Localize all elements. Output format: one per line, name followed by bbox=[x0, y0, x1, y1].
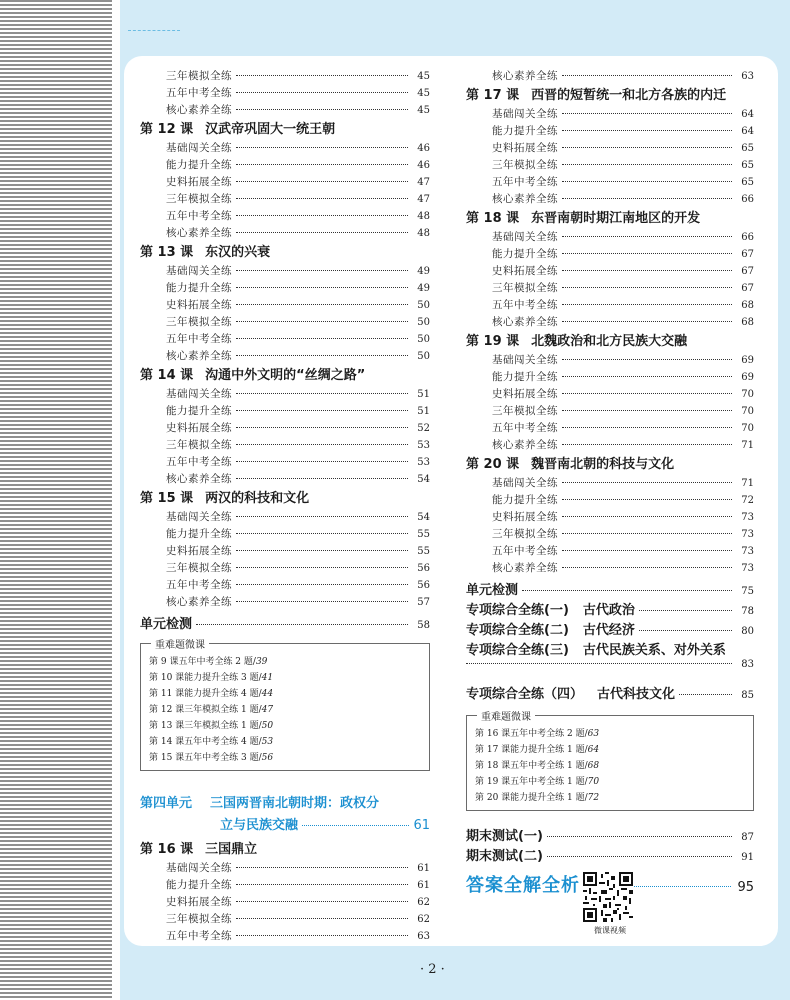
row-label: 五年中考全练 bbox=[492, 299, 558, 311]
toc-row[interactable] bbox=[466, 437, 754, 454]
row-label: 五年中考全练 bbox=[166, 579, 232, 591]
lesson-number: 第 17 课 bbox=[466, 88, 520, 103]
special-subtitle: 古代政治 bbox=[582, 603, 635, 618]
unit-test-page: 58 bbox=[417, 620, 430, 631]
lesson-title: 沟通中外文明的“丝绸之路” bbox=[205, 368, 366, 383]
row-label: 核心素养全练 bbox=[492, 316, 558, 328]
toc-row[interactable] bbox=[466, 526, 754, 543]
row-page: 61 bbox=[417, 863, 430, 874]
toc-row[interactable] bbox=[140, 102, 430, 119]
row-label: 能力提升全练 bbox=[492, 371, 558, 383]
row-label: 基础闯关全练 bbox=[166, 511, 232, 523]
row-page: 70 bbox=[741, 389, 754, 400]
row-page: 49 bbox=[417, 266, 430, 277]
toc-row[interactable] bbox=[140, 911, 430, 928]
row-page: 72 bbox=[741, 495, 754, 506]
row-label: 能力提升全练 bbox=[166, 405, 232, 417]
toc-row[interactable] bbox=[140, 348, 430, 365]
final-exam-label: 期末测试(二) bbox=[466, 849, 543, 864]
row-page: 70 bbox=[741, 406, 754, 417]
toc-row[interactable] bbox=[140, 263, 430, 280]
row-label: 核心素养全练 bbox=[166, 473, 232, 485]
toc-row[interactable] bbox=[140, 526, 430, 543]
toc-row[interactable] bbox=[466, 174, 754, 191]
qr-code-icon[interactable] bbox=[583, 872, 633, 922]
special-subtitle: 古代经济 bbox=[582, 623, 635, 638]
row-label: 核心素养全练 bbox=[166, 227, 232, 239]
toc-row[interactable] bbox=[466, 123, 754, 140]
unit-test-page: 75 bbox=[741, 586, 754, 597]
row-label: 基础闯关全练 bbox=[492, 108, 558, 120]
toc-row[interactable] bbox=[466, 403, 754, 420]
row-page: 46 bbox=[417, 143, 430, 154]
toc-row[interactable] bbox=[466, 280, 754, 297]
row-label: 三年模拟全练 bbox=[166, 913, 232, 925]
toc-row[interactable] bbox=[140, 297, 430, 314]
row-label: 史料拓展全练 bbox=[166, 299, 232, 311]
lesson-title: 西晋的短暂统一和北方各族的内迁 bbox=[531, 88, 727, 103]
row-label: 能力提升全练 bbox=[492, 494, 558, 506]
lesson-number: 第 16 课 bbox=[140, 842, 194, 857]
unit-test-label: 单元检测 bbox=[140, 617, 193, 632]
top-dashed-line bbox=[128, 30, 180, 31]
row-label: 史料拓展全练 bbox=[492, 511, 558, 523]
micro-lesson-item[interactable]: 第 20 课能力提升全练 1 题/72 bbox=[475, 793, 600, 803]
lesson-title: 北魏政治和北方民族大交融 bbox=[531, 334, 688, 349]
row-label: 基础闯关全练 bbox=[492, 231, 558, 243]
row-label: 基础闯关全练 bbox=[166, 388, 232, 400]
micro-lesson-box bbox=[466, 712, 754, 811]
special-label: 专项综合全练(二) bbox=[466, 623, 569, 638]
row-page: 66 bbox=[741, 194, 754, 205]
micro-lesson-item[interactable]: 第 10 课能力提升全练 3 题/41 bbox=[149, 673, 274, 683]
row-label: 五年中考全练 bbox=[166, 930, 232, 942]
special-page: 85 bbox=[741, 690, 754, 701]
final-exam-row[interactable] bbox=[466, 825, 754, 845]
lesson-heading[interactable] bbox=[466, 208, 754, 229]
row-label: 核心素养全练 bbox=[492, 562, 558, 574]
special-label: 专项综合全练(三) bbox=[466, 643, 569, 658]
row-label: 史料拓展全练 bbox=[166, 422, 232, 434]
row-label: 核心素养全练 bbox=[492, 70, 558, 82]
row-label: 能力提升全练 bbox=[166, 528, 232, 540]
toc-row[interactable] bbox=[140, 577, 430, 594]
toc-row[interactable] bbox=[466, 560, 754, 577]
row-page: 71 bbox=[741, 478, 754, 489]
toc-row[interactable] bbox=[140, 454, 430, 471]
micro-lesson-item[interactable]: 第 17 课能力提升全练 1 题/64 bbox=[475, 745, 600, 755]
row-page: 65 bbox=[741, 160, 754, 171]
row-label: 能力提升全练 bbox=[492, 248, 558, 260]
micro-lesson-item[interactable]: 第 14 课五年中考全练 4 题/53 bbox=[149, 737, 274, 747]
row-label: 基础闯关全练 bbox=[492, 477, 558, 489]
row-label: 三年模拟全练 bbox=[492, 405, 558, 417]
micro-lesson-item[interactable]: 第 19 课五年中考全练 1 题/70 bbox=[475, 777, 600, 787]
row-page: 64 bbox=[741, 109, 754, 120]
striped-spine bbox=[0, 0, 112, 1000]
row-label: 三年模拟全练 bbox=[166, 562, 232, 574]
toc-row[interactable] bbox=[466, 352, 754, 369]
row-page: 67 bbox=[741, 266, 754, 277]
row-label: 五年中考全练 bbox=[492, 422, 558, 434]
toc-row[interactable] bbox=[466, 297, 754, 314]
row-page: 47 bbox=[417, 177, 430, 188]
lesson-heading[interactable] bbox=[140, 242, 430, 263]
row-label: 史料拓展全练 bbox=[166, 176, 232, 188]
toc-row[interactable] bbox=[466, 157, 754, 174]
toc-row[interactable] bbox=[140, 509, 430, 526]
row-page: 50 bbox=[417, 334, 430, 345]
lesson-title: 东汉的兴衰 bbox=[205, 245, 271, 260]
row-page: 67 bbox=[741, 249, 754, 260]
row-page: 49 bbox=[417, 283, 430, 294]
unit-page: 61 bbox=[413, 818, 430, 833]
lesson-title: 三国鼎立 bbox=[205, 842, 258, 857]
lesson-number: 第 12 课 bbox=[140, 122, 194, 137]
lesson-title: 两汉的科技和文化 bbox=[205, 491, 310, 506]
row-page: 52 bbox=[417, 423, 430, 434]
lesson-title: 汉武帝巩固大一统王朝 bbox=[205, 122, 336, 137]
toc-row[interactable] bbox=[466, 68, 754, 85]
toc-row[interactable] bbox=[140, 928, 430, 945]
lesson-heading[interactable] bbox=[140, 365, 430, 386]
toc-row[interactable] bbox=[466, 263, 754, 280]
row-page: 73 bbox=[741, 563, 754, 574]
micro-lesson-item[interactable]: 第 11 课能力提升全练 4 题/44 bbox=[149, 689, 274, 699]
row-page: 68 bbox=[741, 317, 754, 328]
row-page: 69 bbox=[741, 372, 754, 383]
unit-test-row[interactable] bbox=[466, 579, 754, 599]
toc-row[interactable] bbox=[140, 894, 430, 911]
final-exam-row[interactable] bbox=[466, 845, 754, 865]
toc-row[interactable] bbox=[466, 492, 754, 509]
row-page: 61 bbox=[417, 880, 430, 891]
special-practice-row[interactable] bbox=[466, 639, 754, 679]
page-number: · 2 · bbox=[420, 962, 445, 977]
row-label: 核心素养全练 bbox=[492, 193, 558, 205]
row-page: 57 bbox=[417, 597, 430, 608]
right-column bbox=[466, 68, 754, 897]
row-label: 五年中考全练 bbox=[166, 210, 232, 222]
unit-title-line1: 三国两晋南北朝时期：政权分 bbox=[210, 796, 380, 811]
micro-lesson-item[interactable]: 第 18 课五年中考全练 1 题/68 bbox=[475, 761, 600, 771]
micro-lesson-item[interactable]: 第 15 课五年中考全练 3 题/56 bbox=[149, 753, 274, 763]
special-label: 专项综合全练(一) bbox=[466, 603, 569, 618]
toc-row[interactable] bbox=[466, 106, 754, 123]
lesson-heading[interactable] bbox=[466, 331, 754, 352]
row-page: 50 bbox=[417, 317, 430, 328]
final-exam-page: 91 bbox=[741, 852, 754, 863]
row-page: 45 bbox=[417, 88, 430, 99]
toc-row[interactable] bbox=[140, 386, 430, 403]
lesson-title: 魏晋南北朝的科技与文化 bbox=[531, 457, 675, 472]
row-label: 五年中考全练 bbox=[166, 456, 232, 468]
toc-row[interactable] bbox=[466, 246, 754, 263]
row-page: 55 bbox=[417, 546, 430, 557]
row-label: 五年中考全练 bbox=[492, 176, 558, 188]
row-label: 三年模拟全练 bbox=[166, 439, 232, 451]
row-page: 51 bbox=[417, 406, 430, 417]
unit-label: 第四单元 bbox=[140, 796, 193, 811]
row-page: 55 bbox=[417, 529, 430, 540]
toc-row[interactable] bbox=[140, 85, 430, 102]
row-page: 54 bbox=[417, 474, 430, 485]
toc-row[interactable] bbox=[466, 229, 754, 246]
lesson-title: 东晋南朝时期江南地区的开发 bbox=[531, 211, 701, 226]
toc-row[interactable] bbox=[140, 174, 430, 191]
toc-row[interactable] bbox=[466, 509, 754, 526]
row-label: 三年模拟全练 bbox=[166, 316, 232, 328]
row-label: 三年模拟全练 bbox=[166, 70, 232, 82]
row-label: 基础闯关全练 bbox=[492, 354, 558, 366]
toc-row[interactable] bbox=[140, 437, 430, 454]
row-page: 62 bbox=[417, 914, 430, 925]
toc-row[interactable] bbox=[140, 860, 430, 877]
unit-test-row[interactable] bbox=[140, 613, 430, 633]
row-page: 53 bbox=[417, 457, 430, 468]
toc-row[interactable] bbox=[140, 403, 430, 420]
lesson-number: 第 15 课 bbox=[140, 491, 194, 506]
row-page: 54 bbox=[417, 512, 430, 523]
row-page: 71 bbox=[741, 440, 754, 451]
toc-row[interactable] bbox=[140, 420, 430, 437]
unit-title-line2: 立与民族交融 bbox=[220, 818, 299, 833]
row-label: 核心素养全练 bbox=[166, 350, 232, 362]
row-page: 45 bbox=[417, 71, 430, 82]
row-label: 史料拓展全练 bbox=[492, 142, 558, 154]
left-column bbox=[140, 68, 430, 945]
special-page: 83 bbox=[741, 659, 754, 670]
unit-test-label: 单元检测 bbox=[466, 583, 519, 598]
lesson-heading[interactable] bbox=[466, 85, 754, 106]
toc-row[interactable] bbox=[466, 475, 754, 492]
qr-caption: 微课视频 bbox=[594, 926, 626, 935]
toc-row[interactable] bbox=[466, 140, 754, 157]
row-page: 56 bbox=[417, 563, 430, 574]
toc-row[interactable] bbox=[140, 208, 430, 225]
row-label: 基础闯关全练 bbox=[166, 265, 232, 277]
special-page: 78 bbox=[741, 606, 754, 617]
row-label: 三年模拟全练 bbox=[492, 528, 558, 540]
lesson-number: 第 19 课 bbox=[466, 334, 520, 349]
micro-lesson-item[interactable]: 第 13 课三年模拟全练 1 题/50 bbox=[149, 721, 274, 731]
row-label: 五年中考全练 bbox=[492, 545, 558, 557]
row-label: 核心素养全练 bbox=[492, 439, 558, 451]
row-label: 三年模拟全练 bbox=[492, 282, 558, 294]
row-label: 基础闯关全练 bbox=[166, 862, 232, 874]
row-label: 基础闯关全练 bbox=[166, 142, 232, 154]
lesson-number: 第 13 课 bbox=[140, 245, 194, 260]
lesson-heading[interactable] bbox=[140, 119, 430, 140]
toc-row[interactable] bbox=[466, 191, 754, 208]
row-page: 66 bbox=[741, 232, 754, 243]
row-label: 能力提升全练 bbox=[166, 879, 232, 891]
special-page: 80 bbox=[741, 626, 754, 637]
toc-row[interactable] bbox=[466, 420, 754, 437]
final-exam-page: 87 bbox=[741, 832, 754, 843]
row-label: 史料拓展全练 bbox=[166, 545, 232, 557]
row-page: 73 bbox=[741, 546, 754, 557]
row-label: 核心素养全练 bbox=[166, 596, 232, 608]
special-label: 专项综合全练（四） bbox=[466, 687, 584, 702]
toc-row[interactable] bbox=[140, 140, 430, 157]
toc-row[interactable] bbox=[466, 369, 754, 386]
special-practice-row[interactable] bbox=[466, 619, 754, 639]
toc-row[interactable] bbox=[466, 386, 754, 403]
toc-row[interactable] bbox=[140, 471, 430, 488]
row-page: 70 bbox=[741, 423, 754, 434]
toc-row[interactable] bbox=[140, 331, 430, 348]
row-label: 能力提升全练 bbox=[492, 125, 558, 137]
row-page: 63 bbox=[417, 931, 430, 942]
row-page: 46 bbox=[417, 160, 430, 171]
row-page: 63 bbox=[741, 71, 754, 82]
toc-row[interactable] bbox=[140, 314, 430, 331]
row-page: 56 bbox=[417, 580, 430, 591]
toc-row[interactable] bbox=[140, 225, 430, 242]
lesson-heading[interactable] bbox=[140, 488, 430, 509]
special-practice-row[interactable] bbox=[466, 683, 754, 703]
row-page: 69 bbox=[741, 355, 754, 366]
row-page: 48 bbox=[417, 228, 430, 239]
row-label: 三年模拟全练 bbox=[166, 193, 232, 205]
row-page: 62 bbox=[417, 897, 430, 908]
left-top-rows bbox=[140, 68, 430, 119]
row-page: 73 bbox=[741, 512, 754, 523]
row-label: 核心素养全练 bbox=[166, 104, 232, 116]
toc-row[interactable] bbox=[140, 877, 430, 894]
special-subtitle: 古代民族关系、对外关系 bbox=[582, 643, 726, 658]
row-page: 51 bbox=[417, 389, 430, 400]
row-page: 73 bbox=[741, 529, 754, 540]
special-practice-row[interactable] bbox=[466, 599, 754, 619]
final-exam-label: 期末测试(一) bbox=[466, 829, 543, 844]
micro-lesson-item[interactable]: 第 12 课三年模拟全练 1 题/47 bbox=[149, 705, 274, 715]
row-label: 史料拓展全练 bbox=[492, 388, 558, 400]
toc-row[interactable] bbox=[466, 314, 754, 331]
toc-row[interactable] bbox=[466, 543, 754, 560]
row-page: 68 bbox=[741, 300, 754, 311]
micro-lesson-title: 重难题微课 bbox=[477, 708, 535, 723]
row-page: 48 bbox=[417, 211, 430, 222]
micro-lesson-item[interactable]: 第 9 课五年中考全练 2 题/39 bbox=[149, 657, 268, 667]
row-label: 五年中考全练 bbox=[166, 333, 232, 345]
special-subtitle: 古代科技文化 bbox=[597, 687, 676, 702]
row-page: 65 bbox=[741, 143, 754, 154]
row-label: 能力提升全练 bbox=[166, 159, 232, 171]
answers-page: 95 bbox=[737, 880, 754, 895]
answers-label: 答案全解全析 bbox=[466, 875, 580, 896]
row-page: 65 bbox=[741, 177, 754, 188]
row-label: 五年中考全练 bbox=[166, 87, 232, 99]
micro-lesson-item[interactable]: 第 16 课五年中考全练 2 题/63 bbox=[475, 729, 600, 739]
row-page: 64 bbox=[741, 126, 754, 137]
toc-row[interactable] bbox=[140, 543, 430, 560]
row-page: 53 bbox=[417, 440, 430, 451]
toc-row[interactable] bbox=[140, 157, 430, 174]
lesson-number: 第 14 课 bbox=[140, 368, 194, 383]
unit-heading[interactable] bbox=[140, 793, 430, 837]
row-page: 50 bbox=[417, 300, 430, 311]
micro-lesson-title: 重难题微课 bbox=[151, 636, 209, 651]
toc-row[interactable] bbox=[140, 594, 430, 611]
toc-row[interactable] bbox=[140, 280, 430, 297]
row-label: 能力提升全练 bbox=[166, 282, 232, 294]
row-page: 45 bbox=[417, 105, 430, 116]
row-label: 史料拓展全练 bbox=[492, 265, 558, 277]
lesson-number: 第 20 课 bbox=[466, 457, 520, 472]
toc-row[interactable] bbox=[140, 191, 430, 208]
row-page: 67 bbox=[741, 283, 754, 294]
toc-row[interactable] bbox=[140, 560, 430, 577]
lesson-heading[interactable] bbox=[140, 839, 430, 860]
lesson-number: 第 18 课 bbox=[466, 211, 520, 226]
micro-lesson-box bbox=[140, 640, 430, 771]
row-page: 47 bbox=[417, 194, 430, 205]
toc-row[interactable] bbox=[140, 68, 430, 85]
row-label: 三年模拟全练 bbox=[492, 159, 558, 171]
row-label: 史料拓展全练 bbox=[166, 896, 232, 908]
lesson-heading[interactable] bbox=[466, 454, 754, 475]
row-page: 50 bbox=[417, 351, 430, 362]
